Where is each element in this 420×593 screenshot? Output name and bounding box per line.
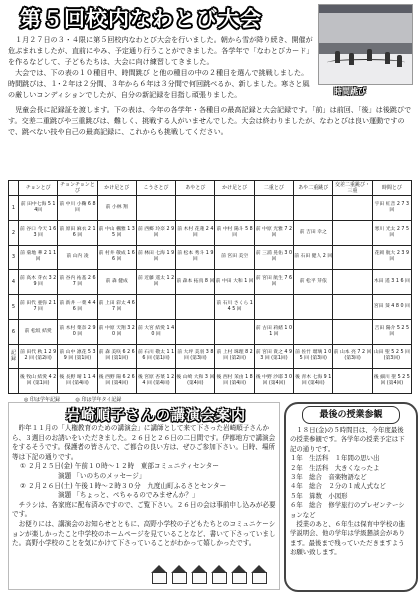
table-cell: 前 原田 麻衣 2 1 6 回: [58, 220, 97, 245]
table-cell: 前 中原 天翔 3 2 0 回: [97, 319, 136, 344]
column-header: 時間とび: [372, 181, 411, 196]
lecture-closing: チラシは、各家庭に配布済みですので、ご覧下さい。２６日の会は事前申し込みが必要です。: [12, 500, 276, 519]
table-cell: 前 佐竹 瑠璃 1 0 5 回 (第3回): [294, 344, 333, 369]
table-cell: [176, 319, 215, 344]
table-cell: 前 森本 拓真 8 回: [176, 270, 215, 295]
table-row: [9, 270, 412, 295]
table-cell: 前 石田 健人 2 回: [294, 245, 333, 270]
table-cell: 前 木村 花蓮 2 4 回: [176, 220, 215, 245]
lecture-event-theme: 演題 「ちょっと、ぺちゃるのでみませんか？」: [58, 491, 199, 500]
visit-intro: １８日(金)の５時間目は、今年度最後の授業参観です。各学年の授業予定は下記の通りです。: [290, 426, 405, 453]
table-row: [9, 319, 412, 344]
child-figure-icon: [335, 51, 340, 63]
table-cell: 木田 遥 3 1 6 回: [372, 270, 411, 295]
table-cell: 花岡 航大 2 3 9 回: [372, 245, 411, 270]
column-header: かけ足とび: [97, 181, 136, 196]
grade-cell: 2: [9, 220, 19, 245]
grade-cell: 5: [9, 295, 19, 320]
table-row: [9, 344, 412, 369]
column-header: あや二重跳び: [294, 181, 333, 196]
legend-item: ◎ 印は学年タイ記録: [75, 397, 122, 403]
table-cell: 前 森 健成: [97, 270, 136, 295]
table-cell: 前 高木 芽衣 3 2 9 回: [19, 270, 58, 295]
table-cell: 後 牧山 結愛 4 2 回 (第1回): [19, 369, 58, 394]
table-cell: 前 森 美咲 6 2 6 回 (第1回): [97, 344, 136, 369]
table-cell: 後 山崎 大和 3 回 (第4回): [176, 369, 215, 394]
child-figure-icon: [397, 55, 402, 67]
visit-item: ５年 算数 小図形: [290, 491, 348, 500]
page-title: 第５回校内なわとび大会: [20, 7, 262, 31]
table-cell: 前 谷口 今天 1 6 3 回: [19, 220, 58, 245]
lecture-paragraph: 昨年１１月の「人権教育のための講演会」に講師として来て下さった岩崎順子さんから、３週目のお誘いをいただきました。２６日と２６日の二日間です。伊都地方で講演会をするそうです。保護者の皆さんで、ご都合の良い方は、ぜひご参加下さい。日時、場所等は下記の通りです。: [12, 424, 276, 461]
table-cell: 宮田 葵 4 8 0 回: [372, 295, 411, 320]
table-cell: 前 宮田 貴之 4 9 3 回 (第1回): [254, 344, 293, 369]
table-cell: 前 古田 莉緒 1 0 1 回: [254, 319, 293, 344]
table-cell: 前 上田 彩太 4 6 7 回: [97, 295, 136, 320]
column-header: チョンとび: [19, 181, 58, 196]
grade-cell: [9, 369, 19, 394]
table-cell: 前 山内 凌: [58, 245, 97, 270]
table-cell: [333, 319, 372, 344]
table-cell: 前 中山 楓雅 1 3 5 回: [97, 220, 136, 245]
table-cell: 前 石川 敬太 1 1 6 回 (第1回): [136, 344, 175, 369]
house-icon: [192, 572, 207, 584]
column-header: [9, 181, 19, 196]
record-explanation: [8, 104, 412, 137]
jump-rope-photo: [318, 4, 413, 85]
table-cell: [176, 295, 215, 320]
intro-paragraph: 大会では、下の表の１０種目中、時間跳び と他の種目の中の２種目を選んで挑戦しました。時間跳びは、１･２年は２分間、３年から６年は３分間で何回跳べるか、新しました。寒さと風の厳しいコンディションでしたが、自分の新記録を目指し頑張りました。: [8, 68, 310, 99]
table-cell: 前 三浦 晃佑 3 0 回: [254, 245, 293, 270]
table-cell: 前 谷内 祐基 2 6 7 回: [58, 270, 97, 295]
lecture-event: ② ２月２６日(土) 午後１時～２時３０分 九度山町ふるさとセンター: [20, 481, 227, 490]
table-row: [9, 196, 412, 221]
column-header: チョンチョンとび: [58, 181, 97, 196]
child-figure-icon: [349, 53, 354, 65]
table-cell: 後 宮原 杏菜 1 2 4 回 (第4回): [136, 369, 175, 394]
visit-body: [290, 426, 410, 558]
table-cell: 前 石川 さくら 1 4 5 回: [215, 295, 254, 320]
grade-cell: 記録: [9, 344, 19, 369]
table-cell: 宇田 紅音 2 7 3 回: [372, 196, 411, 221]
lecture-title: 岩崎順子さんの講演会案内: [66, 408, 246, 424]
table-cell: [333, 220, 372, 245]
table-cell: 前 吉田 幸之: [294, 220, 333, 245]
record-paragraph: 児童会長に記録証を渡します。下の表は、今年の各学年・各種目の最高記録と大会記録です。「前」は前回、「後」は後跳びです。交差二重跳びや三重跳びは、難しく、挑戦する人がいませんでした。大会は終わりましたが、なわとびは良い運動ですので、跳べない技や自己の最高記録に、これからも挑戦してください。: [8, 105, 412, 136]
table-cell: 前 松本 秀斗 1 9 回: [176, 245, 215, 270]
house-icon: [232, 572, 247, 584]
table-cell: 前 山中 凛花 5 3 9 回 (第1回): [58, 344, 97, 369]
table-cell: 後 長野 晴 1 1 4 回 (第4回): [58, 369, 97, 394]
table-cell: [215, 319, 254, 344]
table-row: [9, 245, 412, 270]
table-cell: 前 山本 亮 7 2 回 (第3回): [333, 344, 372, 369]
house-icon: [152, 572, 167, 584]
table-cell: 前 田代 亜弥 2 1 7 回: [19, 295, 58, 320]
visit-item: ６年 総合 修学旅行のプレゼンテーションなど: [290, 501, 405, 519]
intro-text: [8, 34, 314, 100]
column-header: かけ足とび: [215, 181, 254, 196]
table-cell: 前 近藤 遥太 1 2 回: [136, 270, 175, 295]
grade-cell: 1: [9, 196, 19, 221]
houses-illustration: [150, 558, 275, 584]
table-cell: [333, 245, 372, 270]
visit-closing: 授業のあと、６年生は保育中学校の進学説明会、他の学年は学級懇談会があります。最後まで残っていただきますようお願い致します。: [290, 520, 406, 557]
child-figure-icon: [385, 52, 390, 64]
lecture-closing: お便りには、講演会のお知らせとともに、高野小学校の子どもたちとのコミュニケーションが楽しかったこと中学校のホームページを見ていることなど、書いて下さっていました。高野小学校のことを気にかけて下さっていることがわかって嬉しかったです。: [12, 519, 276, 548]
table-cell: 前 村井 敬成 1 6 6 回: [97, 245, 136, 270]
table-cell: 前 田中七海 5 1 4回: [19, 196, 58, 221]
table-cell: 前 小林 翔: [97, 196, 136, 221]
house-icon: [172, 572, 187, 584]
table-cell: 後 西野 陽 6 2 6 回 (第4回): [97, 369, 136, 394]
grade-cell: 4: [9, 270, 19, 295]
table-cell: 前 中原 光雅 7 2 回: [254, 220, 293, 245]
table-cell: 前 宮田 航生 7 6 回: [254, 270, 293, 295]
visit-item: ３年 総合 音楽物語など: [290, 473, 367, 482]
table-cell: 前 大宮 結愛 1 4 0 回: [136, 319, 175, 344]
records-table: [8, 180, 412, 394]
house-icon: [212, 572, 227, 584]
table-cell: 寒川 光太 2 7 5 回: [372, 220, 411, 245]
table-cell: [294, 295, 333, 320]
table-cell: [136, 295, 175, 320]
grade-cell: 6: [9, 319, 19, 344]
table-cell: 前 松平 芽依: [294, 270, 333, 295]
table-cell: 前 西郷 玲奈 2 9 回: [136, 220, 175, 245]
legend-item: ◎ 印は学年記録: [24, 397, 60, 403]
visit-item: ２年 生活科 大きくなったよ: [290, 463, 380, 472]
table-cell: 前 宮田 美空: [215, 245, 254, 270]
table-cell: [294, 196, 333, 221]
column-header: 交差二重跳び・三重: [333, 181, 372, 196]
table-header-row: [9, 181, 412, 196]
table-row: [9, 220, 412, 245]
table-cell: 後 中野 沙耶 3 0 回 (第4回): [254, 369, 293, 394]
table-cell: 前 菊地 華 2 1 1 回: [19, 245, 58, 270]
column-header: 二重とび: [254, 181, 293, 196]
table-cell: 山田 聖 5 2 5 回 (第3回): [372, 344, 411, 369]
lecture-body: [12, 424, 276, 549]
table-cell: 前 中田 大和 1 回: [215, 270, 254, 295]
visit-item: ４年 総合 ２分の１成人式など: [290, 482, 386, 491]
table-body: [9, 196, 412, 394]
table-cell: [254, 196, 293, 221]
table-cell: 後 細川 聖 5 2 5 回 (第4回): [372, 369, 411, 394]
table-cell: 前 中村 陽斗 5 8 回: [215, 220, 254, 245]
intro-paragraph: １月２７日の３・４限に第５回校内なわとび大会を行いました。朝から雪が降り続き、開催が危ぶまれましたが、直前にやみ、予定通り行うことができました。各学年で「なわとびカード」を作るなどして、子どもたちは、大会に向け練習してきました。: [8, 35, 314, 66]
table-cell: 前 大坪 美羽 3 8 回 (第3回): [176, 344, 215, 369]
photo-caption: 時間跳び: [334, 87, 366, 96]
table-cell: [333, 270, 372, 295]
table-cell: [176, 196, 215, 221]
lecture-event-theme: 演題 「いのちのメッセージ」: [58, 471, 146, 480]
table-cell: 前 上村 珠理 8 2 回 (第2回): [215, 344, 254, 369]
table-row: [9, 295, 412, 320]
child-figure-icon: [367, 49, 372, 61]
table-cell: [136, 196, 175, 221]
column-header: あやとび: [176, 181, 215, 196]
table-cell: 後 西村 茉由 1 8 回 (第4回): [215, 369, 254, 394]
table-cell: [333, 295, 372, 320]
visit-title: 最後の授業参観: [302, 406, 400, 424]
table-cell: [294, 319, 333, 344]
table-cell: 前 木村 菜奈 2 9 0 回: [58, 319, 97, 344]
table-cell: 後 青木 七海 9 1 回 (第4回): [294, 369, 333, 394]
table-cell: [215, 196, 254, 221]
table-cell: 前 田代 秋 1 2 9 2 回 (第2回): [19, 344, 58, 369]
table-row: [9, 369, 412, 394]
table-cell: [333, 369, 372, 394]
table-cell: 前 中川 小鞠 6 8 回: [58, 196, 97, 221]
lecture-event: ① ２月２５日(金) 午前１０時～１２時 東部コミュニティセンター: [20, 462, 219, 471]
visit-item: １年 生活科 １年間の思い出: [290, 454, 380, 463]
column-header: こうさとび: [136, 181, 175, 196]
table-cell: [333, 196, 372, 221]
grade-cell: 3: [9, 245, 19, 270]
house-icon: [252, 572, 267, 584]
table-cell: [254, 295, 293, 320]
table-cell: 吉田 陽介 5 2 5 回: [372, 319, 411, 344]
table-cell: 前 松坂 結愛: [19, 319, 58, 344]
table-cell: 前 林田 七海 1 9 回: [136, 245, 175, 270]
table-cell: 前 新井 一菜 4 4 6 回: [58, 295, 97, 320]
